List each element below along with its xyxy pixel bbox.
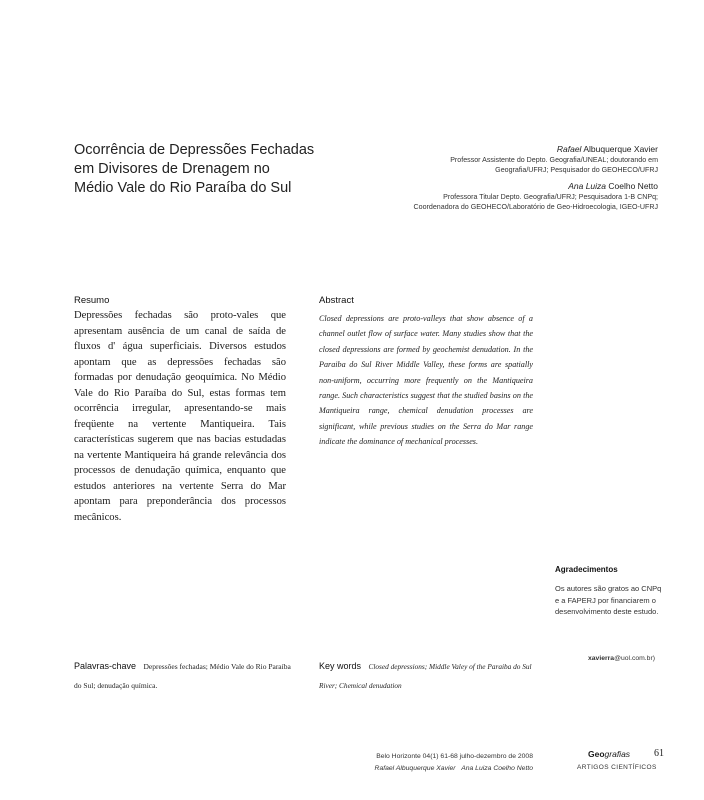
keywords-en-label: Key words — [319, 661, 362, 671]
keywords-en — [319, 656, 539, 694]
keywords-pt-text: Depressões fechadas; Médio Vale do Rio Paraíba do Sul; denudação química. — [74, 662, 291, 690]
title-line: Ocorrência de Depressões Fechadas — [74, 142, 315, 158]
abstract-heading: Abstract — [319, 295, 354, 306]
acknowledgements-line: desenvolvimento deste estudo. — [555, 607, 659, 616]
email-user: xavierra — [588, 655, 615, 662]
author-affiliation-line: Coordenadora do GEOHECO/Laboratório de Geo-Hidroecologia, IGEO-UFRJ — [413, 203, 658, 211]
email-domain: @uol.com.br) — [614, 655, 655, 662]
keywords-en-text: Closed depressions; Middle Valey of the Paraiba do Sul River; Chemical denudation — [319, 662, 532, 690]
author-surname: Albuquerque Xavier — [581, 144, 658, 154]
author-affiliation-line: Professor Assistente do Depto. Geografia/UNEAL; doutorando em — [450, 156, 658, 164]
resumo-heading: Resumo — [74, 295, 110, 306]
author-name — [328, 181, 658, 192]
author-surname: Coelho Netto — [606, 181, 658, 191]
author-affiliation-line: Professora Titular Depto. Geografia/UFRJ; Pesquisadora 1-B CNPq; — [443, 193, 658, 201]
keywords-pt — [74, 656, 299, 694]
title-line: Médio Vale do Rio Paraíba do Sul — [74, 180, 292, 196]
acknowledgements-line: e a FAPERJ por financiarem o — [555, 595, 656, 605]
abstract-text: Closed depressions are proto-valleys that show absence of a channel outlet flow of surface water. Many studies show that the closed depressions are formed by geochemist denudation. In the Paraiba do Sul River Middle Valley, these forms are spatially non-uniform, occurring more frequently on the Mantiqueira range. Such characteristics suggest that the studied basins on the Mantiqueira range, chemical denudation processes are significant, while previous studies on the Serra do Mar range indicate the dominance of mechanical processes. — [319, 314, 533, 447]
acknowledgements-line: Os autores são gratos ao CNPq — [555, 584, 662, 593]
keywords-pt-label: Palavras-chave — [74, 661, 137, 671]
acknowledgements-heading: Agradecimentos — [555, 565, 618, 574]
footer-author-1: Rafael Albuquerque Xavier — [374, 765, 456, 772]
author-given-name: Rafael — [556, 144, 582, 154]
page-number: 61 — [654, 748, 664, 759]
resumo-text: Depressões fechadas são proto-vales que apresentam ausência de um canal de saída de fluxos d' água superficiais. Diversos estudos apontam que as depressões fechadas são formadas por denudação geoquímica. No Médio Vale do Rio Paraíba do Sul, estas formas tem ocorrência irregular, apresentando-se mais freqüente na vertente Mantiqueira. Tais características sugerem que nas bacias estudadas na vertente Mantiqueira há grande relevância dos processos de denudação química, enquanto que estudos anteriores na vertente Serra do Mar apontam para preponderância dos processos mecânicos. — [74, 310, 286, 523]
footer-authors — [340, 763, 533, 775]
journal-name — [588, 749, 630, 759]
author-block-2 — [328, 181, 658, 212]
contact-email[interactable] — [555, 655, 655, 662]
acknowledgements — [555, 565, 665, 618]
title-line: em Divisores de Drenagem no — [74, 161, 270, 177]
author-name — [328, 144, 658, 155]
author-block-1 — [328, 144, 658, 175]
article-title — [74, 141, 334, 198]
journal-name-part: grafias — [604, 749, 631, 759]
footer-citation — [340, 751, 533, 775]
journal-name-part: Geo — [588, 749, 605, 759]
author-given-name: Ana Luiza — [568, 181, 607, 191]
author-affiliation-line: Geografia/UFRJ; Pesquisador do GEOHECO/UFRJ — [495, 166, 658, 174]
citation-line: Belo Horizonte 04(1) 61-68 julho-dezembro de 2008 — [376, 753, 533, 760]
footer-author-2: Ana Luiza Coelho Netto — [461, 765, 533, 772]
section-label: ARTIGOS CIENTÍFICOS — [577, 764, 657, 771]
